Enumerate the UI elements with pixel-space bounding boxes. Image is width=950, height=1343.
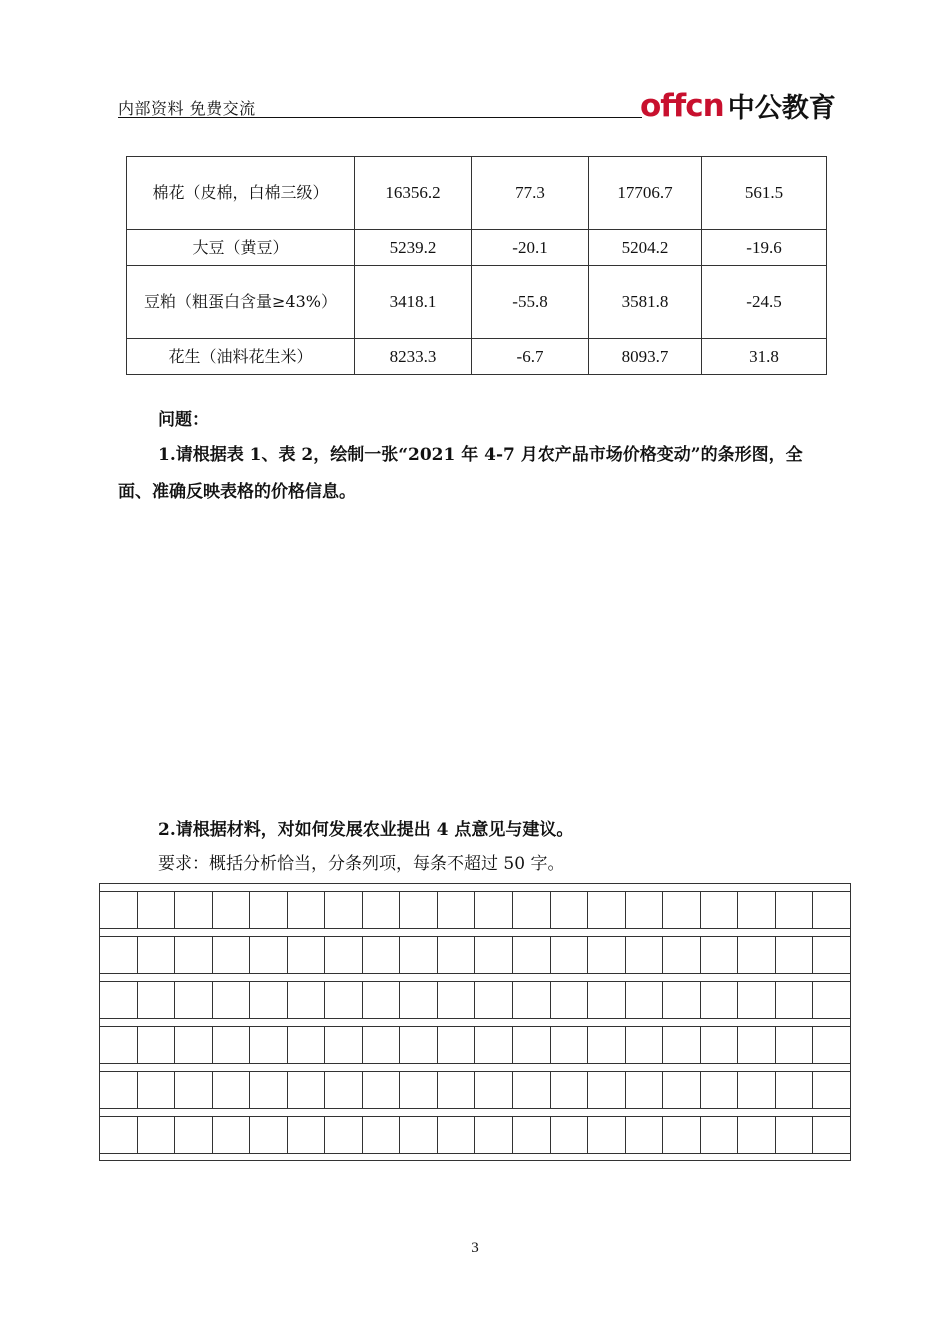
grid-cell[interactable]	[213, 1117, 251, 1153]
grid-cell[interactable]	[513, 937, 551, 973]
grid-cell[interactable]	[738, 982, 776, 1018]
grid-cell[interactable]	[475, 892, 513, 928]
value-cell: -24.5	[702, 266, 827, 339]
grid-row	[99, 1116, 851, 1153]
grid-spacer	[99, 883, 851, 891]
grid-row	[99, 936, 851, 973]
header-rule	[118, 117, 642, 118]
value-cell: 8093.7	[589, 339, 702, 375]
grid-cell[interactable]	[738, 937, 776, 973]
price-table	[126, 156, 827, 375]
table-row	[127, 266, 827, 339]
value-cell: 8233.3	[355, 339, 472, 375]
grid-cell[interactable]	[551, 892, 589, 928]
value-cell: -55.8	[472, 266, 589, 339]
grid-cell[interactable]	[513, 892, 551, 928]
grid-row	[99, 981, 851, 1018]
value-cell: 3581.8	[589, 266, 702, 339]
grid-row	[99, 891, 851, 928]
grid-cell[interactable]	[363, 937, 401, 973]
grid-cell[interactable]	[175, 1072, 213, 1108]
value-cell: -19.6	[702, 230, 827, 266]
grid-cell[interactable]	[213, 1027, 251, 1063]
grid-cell[interactable]	[400, 1027, 438, 1063]
value-cell: -6.7	[472, 339, 589, 375]
grid-cell[interactable]	[551, 1117, 589, 1153]
page-number: 3	[471, 1240, 479, 1256]
grid-cell[interactable]	[175, 1027, 213, 1063]
question-1: 1.请根据表 1、表 2，绘制一张“2021 年 4-7 月农产品市场价格变动”的条形图，全面、准确反映表格的价格信息。	[118, 445, 803, 502]
grid-cell[interactable]	[551, 1027, 589, 1063]
value-cell: 561.5	[702, 157, 827, 230]
product-name: 大豆（黄豆）	[127, 230, 355, 266]
grid-cell[interactable]	[213, 1072, 251, 1108]
header-left-text: 内部资料 免费交流	[118, 99, 256, 118]
value-cell: 5239.2	[355, 230, 472, 266]
value-cell: 31.8	[702, 339, 827, 375]
question-2-requirement: 要求：概括分析恰当，分条列项，每条不超过 50 字。	[158, 854, 565, 874]
grid-cell[interactable]	[325, 937, 363, 973]
grid-cell[interactable]	[288, 892, 326, 928]
grid-cell[interactable]	[551, 1072, 589, 1108]
table-row	[127, 157, 827, 230]
grid-cell[interactable]	[475, 982, 513, 1018]
grid-cell[interactable]	[626, 1072, 664, 1108]
grid-cell[interactable]	[513, 982, 551, 1018]
grid-cell[interactable]	[588, 892, 626, 928]
grid-row	[99, 1026, 851, 1063]
grid-cell[interactable]	[513, 1117, 551, 1153]
grid-cell[interactable]	[250, 892, 288, 928]
grid-cell[interactable]	[250, 982, 288, 1018]
grid-cell[interactable]	[363, 892, 401, 928]
grid-cell[interactable]	[701, 1117, 739, 1153]
value-cell: 77.3	[472, 157, 589, 230]
grid-cell[interactable]	[438, 1027, 476, 1063]
grid-cell[interactable]	[100, 1117, 138, 1153]
grid-cell[interactable]	[776, 892, 814, 928]
grid-cell[interactable]	[738, 892, 776, 928]
grid-cell[interactable]	[400, 892, 438, 928]
grid-cell[interactable]	[701, 892, 739, 928]
grid-cell[interactable]	[626, 937, 664, 973]
grid-cell[interactable]	[663, 1027, 701, 1063]
grid-cell[interactable]	[250, 1117, 288, 1153]
grid-cell[interactable]	[250, 1072, 288, 1108]
grid-cell[interactable]	[475, 937, 513, 973]
grid-cell[interactable]	[776, 1072, 814, 1108]
grid-cell[interactable]	[288, 1072, 326, 1108]
grid-spacer	[99, 1018, 851, 1026]
grid-cell[interactable]	[138, 1027, 176, 1063]
grid-cell[interactable]	[250, 937, 288, 973]
grid-cell[interactable]	[513, 1027, 551, 1063]
grid-cell[interactable]	[100, 1072, 138, 1108]
grid-cell[interactable]	[100, 982, 138, 1018]
grid-cell[interactable]	[325, 1027, 363, 1063]
grid-cell[interactable]	[551, 982, 589, 1018]
grid-cell[interactable]	[363, 1027, 401, 1063]
grid-cell[interactable]	[250, 1027, 288, 1063]
grid-cell[interactable]	[663, 982, 701, 1018]
product-name: 花生（油料花生米）	[127, 339, 355, 375]
grid-cell[interactable]	[663, 937, 701, 973]
grid-cell[interactable]	[400, 982, 438, 1018]
product-name: 棉花（皮棉，白棉三级）	[127, 157, 355, 230]
grid-cell[interactable]	[138, 892, 176, 928]
grid-cell[interactable]	[100, 937, 138, 973]
grid-cell[interactable]	[626, 1027, 664, 1063]
grid-cell[interactable]	[738, 1027, 776, 1063]
logo-cn: 中公教育	[727, 93, 836, 124]
grid-cell[interactable]	[325, 892, 363, 928]
logo-en: offcn	[640, 88, 724, 124]
grid-cell[interactable]	[213, 937, 251, 973]
grid-cell[interactable]	[813, 1027, 851, 1063]
grid-cell[interactable]	[626, 1117, 664, 1153]
offcn-logo	[640, 78, 840, 122]
grid-cell[interactable]	[551, 937, 589, 973]
grid-cell[interactable]	[738, 1117, 776, 1153]
grid-cell[interactable]	[588, 1117, 626, 1153]
grid-row	[99, 1071, 851, 1108]
value-cell: 5204.2	[589, 230, 702, 266]
value-cell: -20.1	[472, 230, 589, 266]
grid-cell[interactable]	[663, 1072, 701, 1108]
grid-cell[interactable]	[213, 892, 251, 928]
grid-cell[interactable]	[175, 982, 213, 1018]
grid-cell[interactable]	[138, 937, 176, 973]
table-row	[127, 339, 827, 375]
grid-cell[interactable]	[588, 1072, 626, 1108]
value-cell: 16356.2	[355, 157, 472, 230]
grid-cell[interactable]	[175, 1117, 213, 1153]
grid-cell[interactable]	[776, 1027, 814, 1063]
grid-cell[interactable]	[288, 1117, 326, 1153]
questions-label: 问题：	[158, 410, 209, 430]
answer-grid[interactable]	[99, 883, 851, 1161]
grid-cell[interactable]	[213, 982, 251, 1018]
grid-cell[interactable]	[175, 937, 213, 973]
grid-cell[interactable]	[663, 1117, 701, 1153]
grid-cell[interactable]	[475, 1117, 513, 1153]
grid-cell[interactable]	[363, 982, 401, 1018]
grid-cell[interactable]	[776, 1117, 814, 1153]
grid-cell[interactable]	[325, 1072, 363, 1108]
grid-spacer	[99, 928, 851, 936]
grid-cell[interactable]	[400, 937, 438, 973]
grid-cell[interactable]	[138, 1117, 176, 1153]
grid-cell[interactable]	[138, 1072, 176, 1108]
grid-cell[interactable]	[325, 982, 363, 1018]
grid-cell[interactable]	[813, 1072, 851, 1108]
grid-cell[interactable]	[776, 937, 814, 973]
grid-cell[interactable]	[813, 937, 851, 973]
grid-cell[interactable]	[588, 937, 626, 973]
question-2: 2.请根据材料，对如何发展农业提出 4 点意见与建议。	[158, 820, 574, 840]
grid-cell[interactable]	[363, 1117, 401, 1153]
product-name: 豆粕（粗蛋白含量≥43%）	[127, 266, 355, 339]
table-row	[127, 230, 827, 266]
grid-cell[interactable]	[626, 982, 664, 1018]
grid-cell[interactable]	[776, 982, 814, 1018]
grid-cell[interactable]	[438, 937, 476, 973]
grid-cell[interactable]	[475, 1027, 513, 1063]
grid-spacer	[99, 973, 851, 981]
grid-cell[interactable]	[100, 1027, 138, 1063]
grid-cell[interactable]	[363, 1072, 401, 1108]
grid-cell[interactable]	[513, 1072, 551, 1108]
grid-cell[interactable]	[288, 982, 326, 1018]
grid-cell[interactable]	[100, 892, 138, 928]
grid-cell[interactable]	[813, 1117, 851, 1153]
grid-cell[interactable]	[588, 1027, 626, 1063]
grid-spacer	[99, 1153, 851, 1161]
grid-cell[interactable]	[701, 982, 739, 1018]
value-cell: 17706.7	[589, 157, 702, 230]
grid-cell[interactable]	[588, 982, 626, 1018]
grid-cell[interactable]	[138, 982, 176, 1018]
grid-spacer	[99, 1063, 851, 1071]
grid-cell[interactable]	[701, 937, 739, 973]
grid-cell[interactable]	[701, 1027, 739, 1063]
grid-cell[interactable]	[175, 892, 213, 928]
value-cell: 3418.1	[355, 266, 472, 339]
grid-cell[interactable]	[288, 1027, 326, 1063]
grid-cell[interactable]	[626, 892, 664, 928]
grid-cell[interactable]	[438, 892, 476, 928]
grid-cell[interactable]	[475, 1072, 513, 1108]
grid-cell[interactable]	[813, 892, 851, 928]
grid-cell[interactable]	[400, 1117, 438, 1153]
grid-cell[interactable]	[701, 1072, 739, 1108]
grid-spacer	[99, 1108, 851, 1116]
grid-cell[interactable]	[813, 982, 851, 1018]
grid-cell[interactable]	[288, 937, 326, 973]
grid-cell[interactable]	[400, 1072, 438, 1108]
grid-cell[interactable]	[663, 892, 701, 928]
grid-cell[interactable]	[438, 1117, 476, 1153]
grid-cell[interactable]	[325, 1117, 363, 1153]
grid-cell[interactable]	[738, 1072, 776, 1108]
grid-cell[interactable]	[438, 982, 476, 1018]
grid-cell[interactable]	[438, 1072, 476, 1108]
